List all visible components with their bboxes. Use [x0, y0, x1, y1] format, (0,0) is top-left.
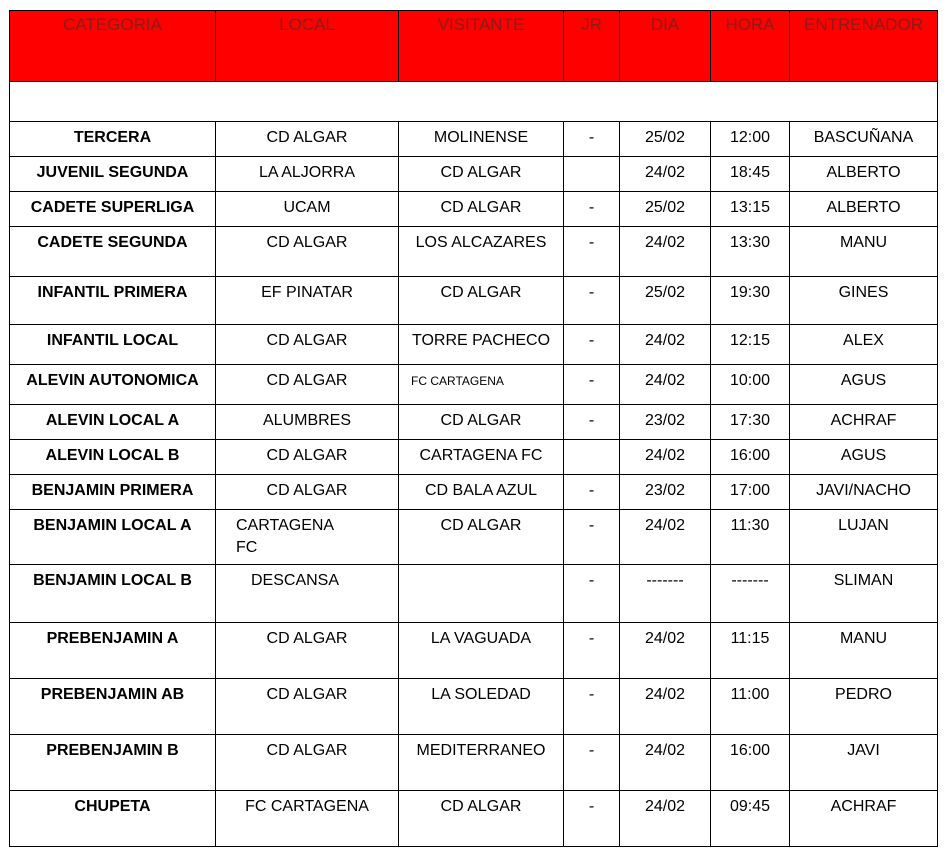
cell-local: FC CARTAGENA [216, 791, 399, 847]
cell-categoria: CADETE SEGUNDA [10, 227, 216, 277]
cell-local: ALUMBRES [216, 405, 399, 440]
header-jr: JR [564, 11, 620, 82]
cell-visitante: CD BALA AZUL [399, 475, 564, 510]
cell-hora: 19:30 [711, 277, 790, 325]
cell-jr: - [564, 623, 620, 679]
cell-hora: 17:00 [711, 475, 790, 510]
cell-dia: 24/02 [620, 440, 711, 475]
cell-visitante: LOS ALCAZARES [399, 227, 564, 277]
cell-categoria: PREBENJAMIN A [10, 623, 216, 679]
cell-local: CD ALGAR [216, 325, 399, 365]
cell-local: CD ALGAR [216, 440, 399, 475]
cell-visitante: LA VAGUADA [399, 623, 564, 679]
cell-entrenador: ALBERTO [790, 157, 938, 192]
cell-entrenador: LUJAN [790, 510, 938, 565]
header-entrenador: ENTRENADOR [790, 11, 938, 82]
cell-entrenador: JAVI/NACHO [790, 475, 938, 510]
cell-visitante: CD ALGAR [399, 277, 564, 325]
table-row [10, 475, 938, 510]
cell-local: EF PINATAR [216, 277, 399, 325]
match-schedule-table [9, 10, 938, 847]
cell-hora: 11:00 [711, 679, 790, 735]
cell-hora: 11:15 [711, 623, 790, 679]
cell-jr: - [564, 365, 620, 405]
table-row [10, 623, 938, 679]
cell-local: CD ALGAR [216, 623, 399, 679]
cell-dia: 24/02 [620, 510, 711, 565]
cell-visitante: MOLINENSE [399, 122, 564, 157]
table-row [10, 277, 938, 325]
cell-jr: - [564, 679, 620, 735]
cell-categoria: TERCERA [10, 122, 216, 157]
header-row [10, 11, 938, 82]
cell-dia: 25/02 [620, 122, 711, 157]
cell-categoria: ALEVIN LOCAL B [10, 440, 216, 475]
cell-local: CD ALGAR [216, 475, 399, 510]
header-categoria: CATEGORIA [10, 11, 216, 82]
cell-categoria: ALEVIN LOCAL A [10, 405, 216, 440]
cell-hora: 17:30 [711, 405, 790, 440]
cell-visitante: CD ALGAR [399, 791, 564, 847]
cell-dia: 24/02 [620, 325, 711, 365]
cell-hora: 12:15 [711, 325, 790, 365]
cell-dia: 25/02 [620, 277, 711, 325]
cell-hora: 13:15 [711, 192, 790, 227]
cell-jr: - [564, 565, 620, 623]
cell-dia: 24/02 [620, 679, 711, 735]
cell-jr: - [564, 227, 620, 277]
cell-hora: 09:45 [711, 791, 790, 847]
cell-dia: 24/02 [620, 365, 711, 405]
cell-categoria: BENJAMIN PRIMERA [10, 475, 216, 510]
header-hora: HORA [711, 11, 790, 82]
cell-hora: 18:45 [711, 157, 790, 192]
cell-local: CARTAGENA FC [216, 510, 399, 565]
table-row [10, 791, 938, 847]
cell-hora: 11:30 [711, 510, 790, 565]
cell-local: CD ALGAR [216, 735, 399, 791]
cell-jr: - [564, 122, 620, 157]
cell-entrenador: MANU [790, 227, 938, 277]
cell-local: CD ALGAR [216, 679, 399, 735]
cell-jr: - [564, 325, 620, 365]
table-row [10, 325, 938, 365]
table-row [10, 679, 938, 735]
cell-visitante: CD ALGAR [399, 405, 564, 440]
cell-dia: 24/02 [620, 623, 711, 679]
cell-dia: 23/02 [620, 475, 711, 510]
cell-visitante: TORRE PACHECO [399, 325, 564, 365]
table-row [10, 227, 938, 277]
cell-jr: - [564, 791, 620, 847]
cell-categoria: INFANTIL LOCAL [10, 325, 216, 365]
cell-visitante: CD ALGAR [399, 157, 564, 192]
cell-dia: 24/02 [620, 227, 711, 277]
table-row [10, 192, 938, 227]
cell-visitante: FC CARTAGENA [399, 365, 564, 405]
cell-entrenador: JAVI [790, 735, 938, 791]
cell-jr: - [564, 405, 620, 440]
cell-entrenador: PEDRO [790, 679, 938, 735]
spacer-row [10, 82, 938, 122]
table-row [10, 365, 938, 405]
cell-local: CD ALGAR [216, 365, 399, 405]
cell-jr: - [564, 510, 620, 565]
cell-dia: 24/02 [620, 157, 711, 192]
cell-hora: 10:00 [711, 365, 790, 405]
cell-dia: 23/02 [620, 405, 711, 440]
cell-hora: 12:00 [711, 122, 790, 157]
table-row [10, 405, 938, 440]
table-row [10, 510, 938, 565]
header-local: LOCAL [216, 11, 399, 82]
cell-visitante: CD ALGAR [399, 192, 564, 227]
cell-jr [564, 440, 620, 475]
cell-categoria: BENJAMIN LOCAL B [10, 565, 216, 623]
cell-visitante: CD ALGAR [399, 510, 564, 565]
cell-jr: - [564, 735, 620, 791]
cell-dia: 24/02 [620, 791, 711, 847]
cell-entrenador: ACHRAF [790, 405, 938, 440]
cell-dia: 25/02 [620, 192, 711, 227]
cell-entrenador: SLIMAN [790, 565, 938, 623]
cell-local: UCAM [216, 192, 399, 227]
table-row [10, 440, 938, 475]
cell-entrenador: ALEX [790, 325, 938, 365]
cell-entrenador: ALBERTO [790, 192, 938, 227]
cell-categoria: BENJAMIN LOCAL A [10, 510, 216, 565]
cell-jr [564, 157, 620, 192]
cell-categoria: CADETE SUPERLIGA [10, 192, 216, 227]
cell-entrenador: GINES [790, 277, 938, 325]
cell-visitante [399, 565, 564, 623]
cell-visitante: LA SOLEDAD [399, 679, 564, 735]
cell-hora: 16:00 [711, 440, 790, 475]
header-dia: DIA [620, 11, 711, 82]
cell-entrenador: AGUS [790, 365, 938, 405]
cell-visitante: CARTAGENA FC [399, 440, 564, 475]
cell-entrenador: ACHRAF [790, 791, 938, 847]
cell-entrenador: MANU [790, 623, 938, 679]
table-row [10, 122, 938, 157]
header-visitante: VISITANTE [399, 11, 564, 82]
cell-jr: - [564, 475, 620, 510]
cell-dia: 24/02 [620, 735, 711, 791]
cell-categoria: INFANTIL PRIMERA [10, 277, 216, 325]
cell-hora: 16:00 [711, 735, 790, 791]
cell-entrenador: AGUS [790, 440, 938, 475]
cell-hora: 13:30 [711, 227, 790, 277]
cell-jr: - [564, 192, 620, 227]
table-row [10, 735, 938, 791]
cell-dia: ------- [620, 565, 711, 623]
table-row [10, 157, 938, 192]
cell-local: CD ALGAR [216, 227, 399, 277]
cell-local: LA ALJORRA [216, 157, 399, 192]
cell-categoria: JUVENIL SEGUNDA [10, 157, 216, 192]
cell-jr: - [564, 277, 620, 325]
schedule-sheet [9, 10, 937, 847]
cell-categoria: PREBENJAMIN AB [10, 679, 216, 735]
table-row [10, 565, 938, 623]
cell-hora: ------- [711, 565, 790, 623]
cell-categoria: CHUPETA [10, 791, 216, 847]
cell-entrenador: BASCUÑANA [790, 122, 938, 157]
cell-local: DESCANSA [216, 565, 399, 623]
cell-visitante: MEDITERRANEO [399, 735, 564, 791]
cell-local: CD ALGAR [216, 122, 399, 157]
cell-categoria: ALEVIN AUTONOMICA [10, 365, 216, 405]
cell-categoria: PREBENJAMIN B [10, 735, 216, 791]
